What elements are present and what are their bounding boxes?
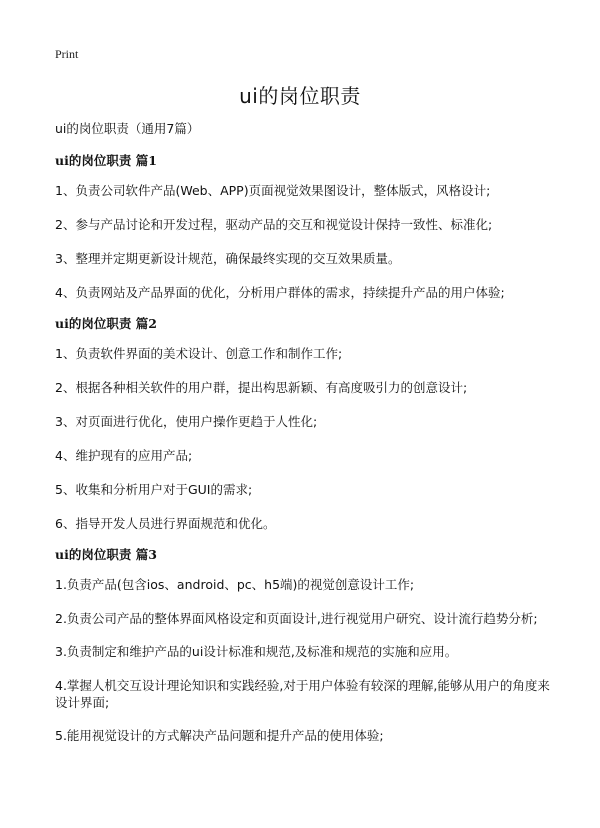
- list-item: 4、负责网站及产品界面的优化，分析用户群体的需求，持续提升产品的用户体验;: [55, 285, 505, 300]
- document-subtitle: ui的岗位职责（通用7篇）: [55, 121, 200, 136]
- list-item: 1、负责公司软件产品(Web、APP)页面视觉效果图设计，整体版式，风格设计;: [55, 183, 491, 198]
- list-item: 1.负责产品(包含ios、android、pc、h5端)的视觉创意设计工作;: [55, 577, 415, 592]
- list-item: 2.负责公司产品的整体界面风格设定和页面设计,进行视觉用户研究、设计流行趋势分析;: [55, 611, 538, 626]
- list-item: 1、负责软件界面的美术设计、创意工作和制作工作;: [55, 346, 343, 361]
- print-label: Print: [55, 47, 79, 61]
- section-heading: ui的岗位职责 篇3: [55, 547, 157, 562]
- list-item: 2、根据各种相关软件的用户群，提出构思新颖、有高度吸引力的创意设计;: [55, 380, 468, 395]
- document-title: ui的岗位职责: [239, 84, 361, 108]
- list-item: 3、对页面进行优化，使用户操作更趋于人性化;: [55, 414, 318, 429]
- section-heading: ui的岗位职责 篇2: [55, 316, 157, 331]
- section-1: [55, 152, 555, 302]
- section-2: [55, 315, 555, 533]
- section-heading: ui的岗位职责 篇1: [55, 153, 157, 168]
- list-item: 4.掌握人机交互设计理论知识和实践经验,对于用户体验有较深的理解,能够从用户的角度来设计界面;: [55, 678, 550, 710]
- list-item: 3.负责制定和维护产品的ui设计标准和规范,及标准和规范的实施和应用。: [55, 644, 458, 659]
- list-item: 2、参与产品讨论和开发过程，驱动产品的交互和视觉设计保持一致性、标准化;: [55, 217, 493, 232]
- list-item: 5、收集和分析用户对于GUI的需求;: [55, 482, 253, 497]
- list-item: 6、指导开发人员进行界面规范和优化。: [55, 516, 276, 531]
- list-item: 3、整理并定期更新设计规范，确保最终实现的交互效果质量。: [55, 251, 401, 266]
- list-item: 4、维护现有的应用产品;: [55, 448, 193, 463]
- document-body: [55, 120, 555, 761]
- list-item: 5.能用视觉设计的方式解决产品问题和提升产品的使用体验;: [55, 728, 384, 743]
- section-3: [55, 546, 555, 745]
